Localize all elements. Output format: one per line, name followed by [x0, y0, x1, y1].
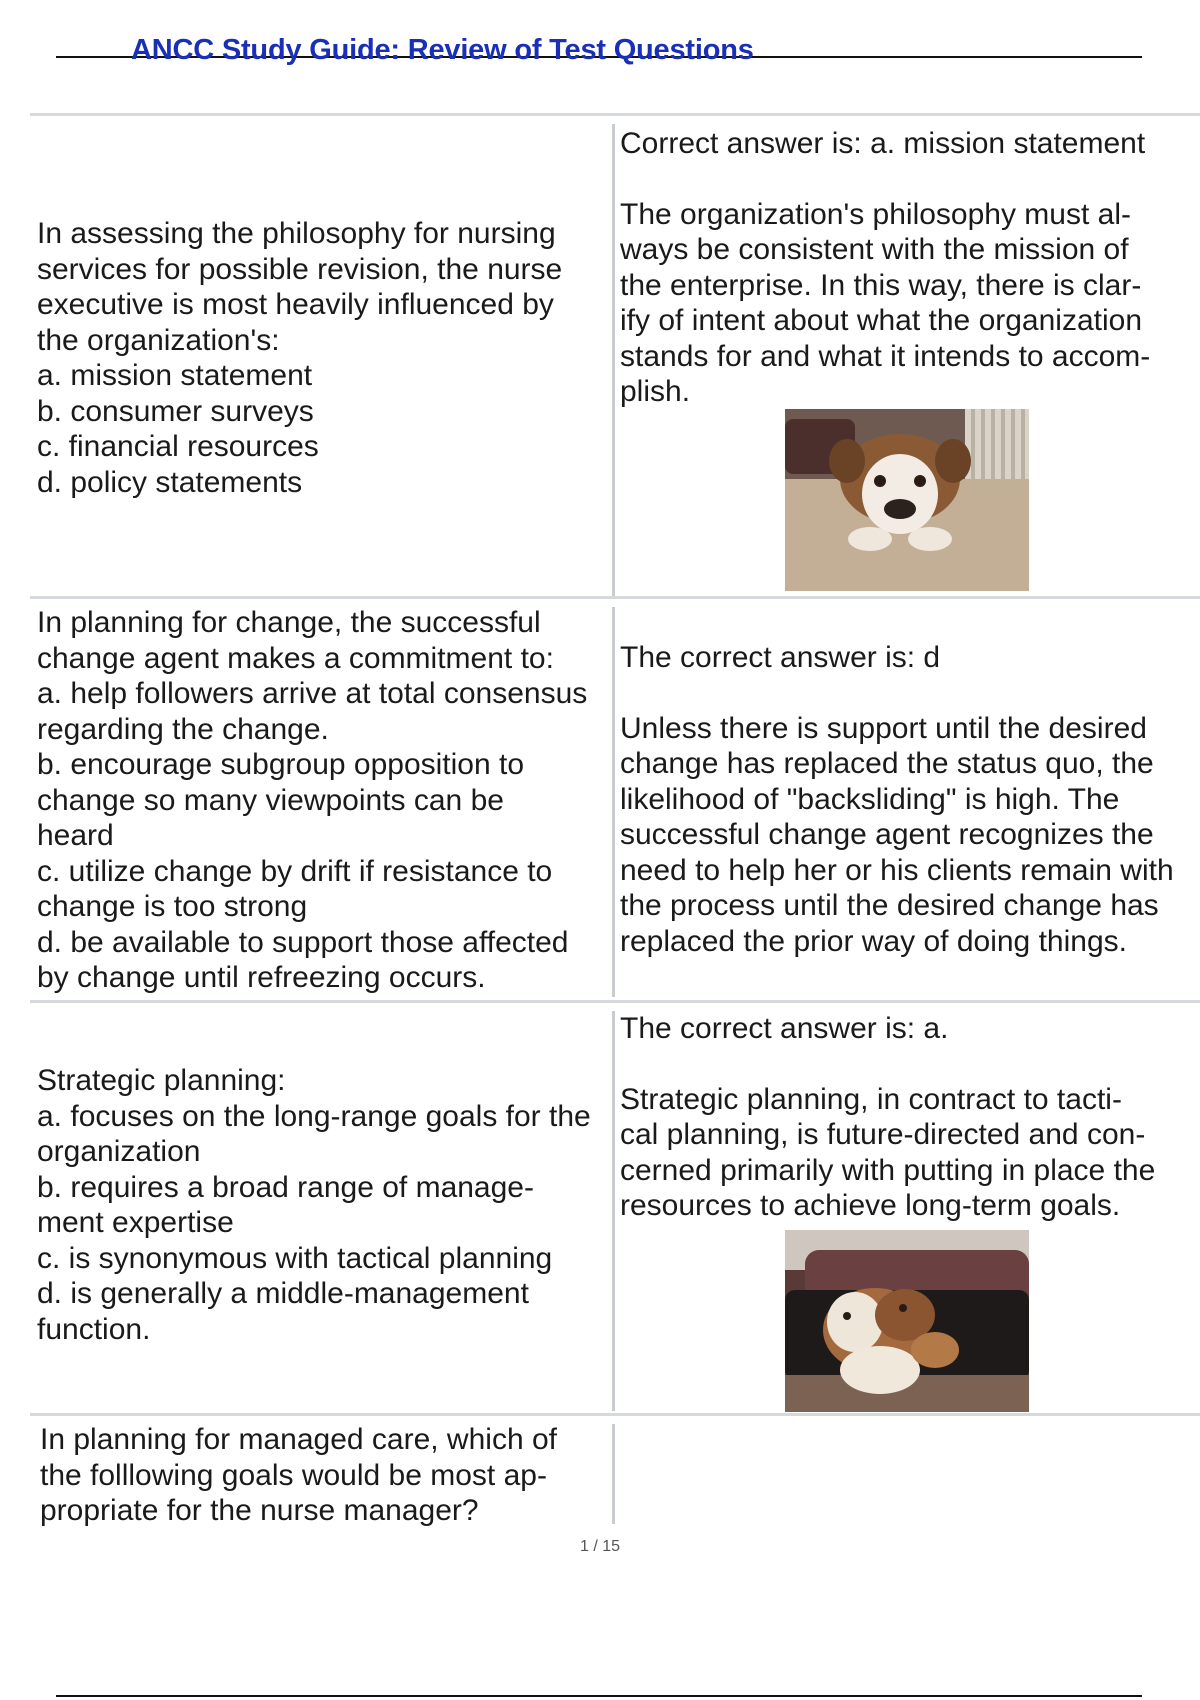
option-d: d. policy statements	[37, 465, 303, 499]
question-line: Strategic planning:	[37, 1064, 286, 1097]
option-d: d. is generally a middle-management	[37, 1277, 529, 1310]
option-a: a. help followers arrive at total consensus	[37, 677, 588, 710]
qa-row	[30, 1413, 1200, 1536]
page-title: ANCC Study Guide: Review of Test Questions	[131, 34, 754, 66]
page-indicator: 1 / 15	[579, 1538, 621, 1555]
answer-line: cal planning, is future-directed and con-	[620, 1118, 1146, 1151]
answer-line: replaced the prior way of doing things.	[620, 924, 1127, 958]
question-line: the folllowing goals would be most ap-	[40, 1458, 547, 1492]
answer-line: Strategic planning, in contract to tacti-	[620, 1082, 1122, 1116]
question-line: services for possible revision, the nurse	[37, 252, 563, 286]
answer-line: likelihood of "backsliding" is high. The	[620, 782, 1120, 816]
question-line: In assessing the philosophy for nursing	[37, 217, 556, 250]
answer-line: stands for and what it intends to accom-	[620, 339, 1151, 373]
question-cell	[37, 605, 607, 996]
answer-line: Unless there is support until the desired	[620, 711, 1147, 745]
question-line: In planning for managed care, which of	[40, 1423, 557, 1456]
footer-rule	[56, 1695, 1142, 1697]
answer-line: successful change agent recognizes the	[620, 818, 1154, 851]
question-cell	[40, 1422, 610, 1529]
column-divider	[612, 607, 615, 997]
answer-line: the enterprise. In this way, there is clar-	[620, 268, 1142, 302]
question-line: executive is most heavily influenced by	[37, 288, 554, 321]
page-header	[56, 30, 1142, 90]
column-divider	[612, 1424, 615, 1524]
answer-cell	[620, 126, 1200, 410]
dog-photo	[785, 409, 1029, 591]
qa-row	[30, 1000, 1200, 1416]
option-c: c. utilize change by drift if resistance to	[37, 854, 553, 888]
answer-line: resources to achieve long-term goals.	[620, 1189, 1121, 1222]
answer-line: change has replaced the status quo, the	[620, 747, 1154, 780]
option-d: d. be available to support those affected	[37, 925, 569, 959]
question-line: change agent makes a commitment to:	[37, 641, 554, 675]
option-a: a. focuses on the long-range goals for the	[37, 1099, 591, 1133]
option-b: b. consumer surveys	[37, 394, 314, 428]
option-b: b. encourage subgroup opposition to	[37, 748, 525, 781]
answer-line: The organization's philosophy must al-	[620, 197, 1131, 231]
answer-line: ify of intent about what the organization	[620, 304, 1143, 337]
column-divider	[612, 124, 615, 596]
question-line: propriate for the nurse manager?	[40, 1494, 479, 1527]
question-line: In planning for change, the successful	[37, 606, 541, 639]
column-divider	[612, 1011, 615, 1411]
answer-line: need to help her or his clients remain with	[620, 853, 1174, 887]
option-a: a. mission statement	[37, 359, 313, 392]
option-d: function.	[37, 1312, 151, 1346]
option-a: regarding the change.	[37, 712, 329, 746]
option-c: c. is synonymous with tactical planning	[37, 1241, 553, 1275]
option-b: change so many viewpoints can be	[37, 783, 504, 817]
question-cell	[37, 216, 607, 500]
option-b: heard	[37, 819, 114, 852]
answer-line: cerned primarily with putting in place the	[620, 1153, 1156, 1187]
dogs-photo	[785, 1230, 1029, 1412]
option-d: by change until refreezing occurs.	[37, 961, 486, 994]
option-c: change is too strong	[37, 890, 308, 923]
answer-heading: The correct answer is: d	[620, 641, 941, 674]
answer-line: ways be consistent with the mission of	[620, 233, 1129, 266]
answer-heading: Correct answer is: a. mission statement	[620, 127, 1146, 160]
question-cell	[37, 1063, 607, 1347]
option-b: b. requires a broad range of manage-	[37, 1170, 534, 1204]
option-c: c. financial resources	[37, 430, 319, 463]
answer-cell	[620, 640, 1200, 959]
option-a: organization	[37, 1135, 201, 1168]
qa-row	[30, 596, 1200, 1003]
answer-heading: The correct answer is: a.	[620, 1012, 949, 1045]
answer-line: plish.	[620, 375, 691, 408]
qa-row	[30, 113, 1200, 599]
option-b: ment expertise	[37, 1206, 234, 1239]
question-line: the organization's:	[37, 323, 280, 357]
answer-cell	[620, 1011, 1200, 1224]
answer-line: the process until the desired change has	[620, 889, 1159, 922]
